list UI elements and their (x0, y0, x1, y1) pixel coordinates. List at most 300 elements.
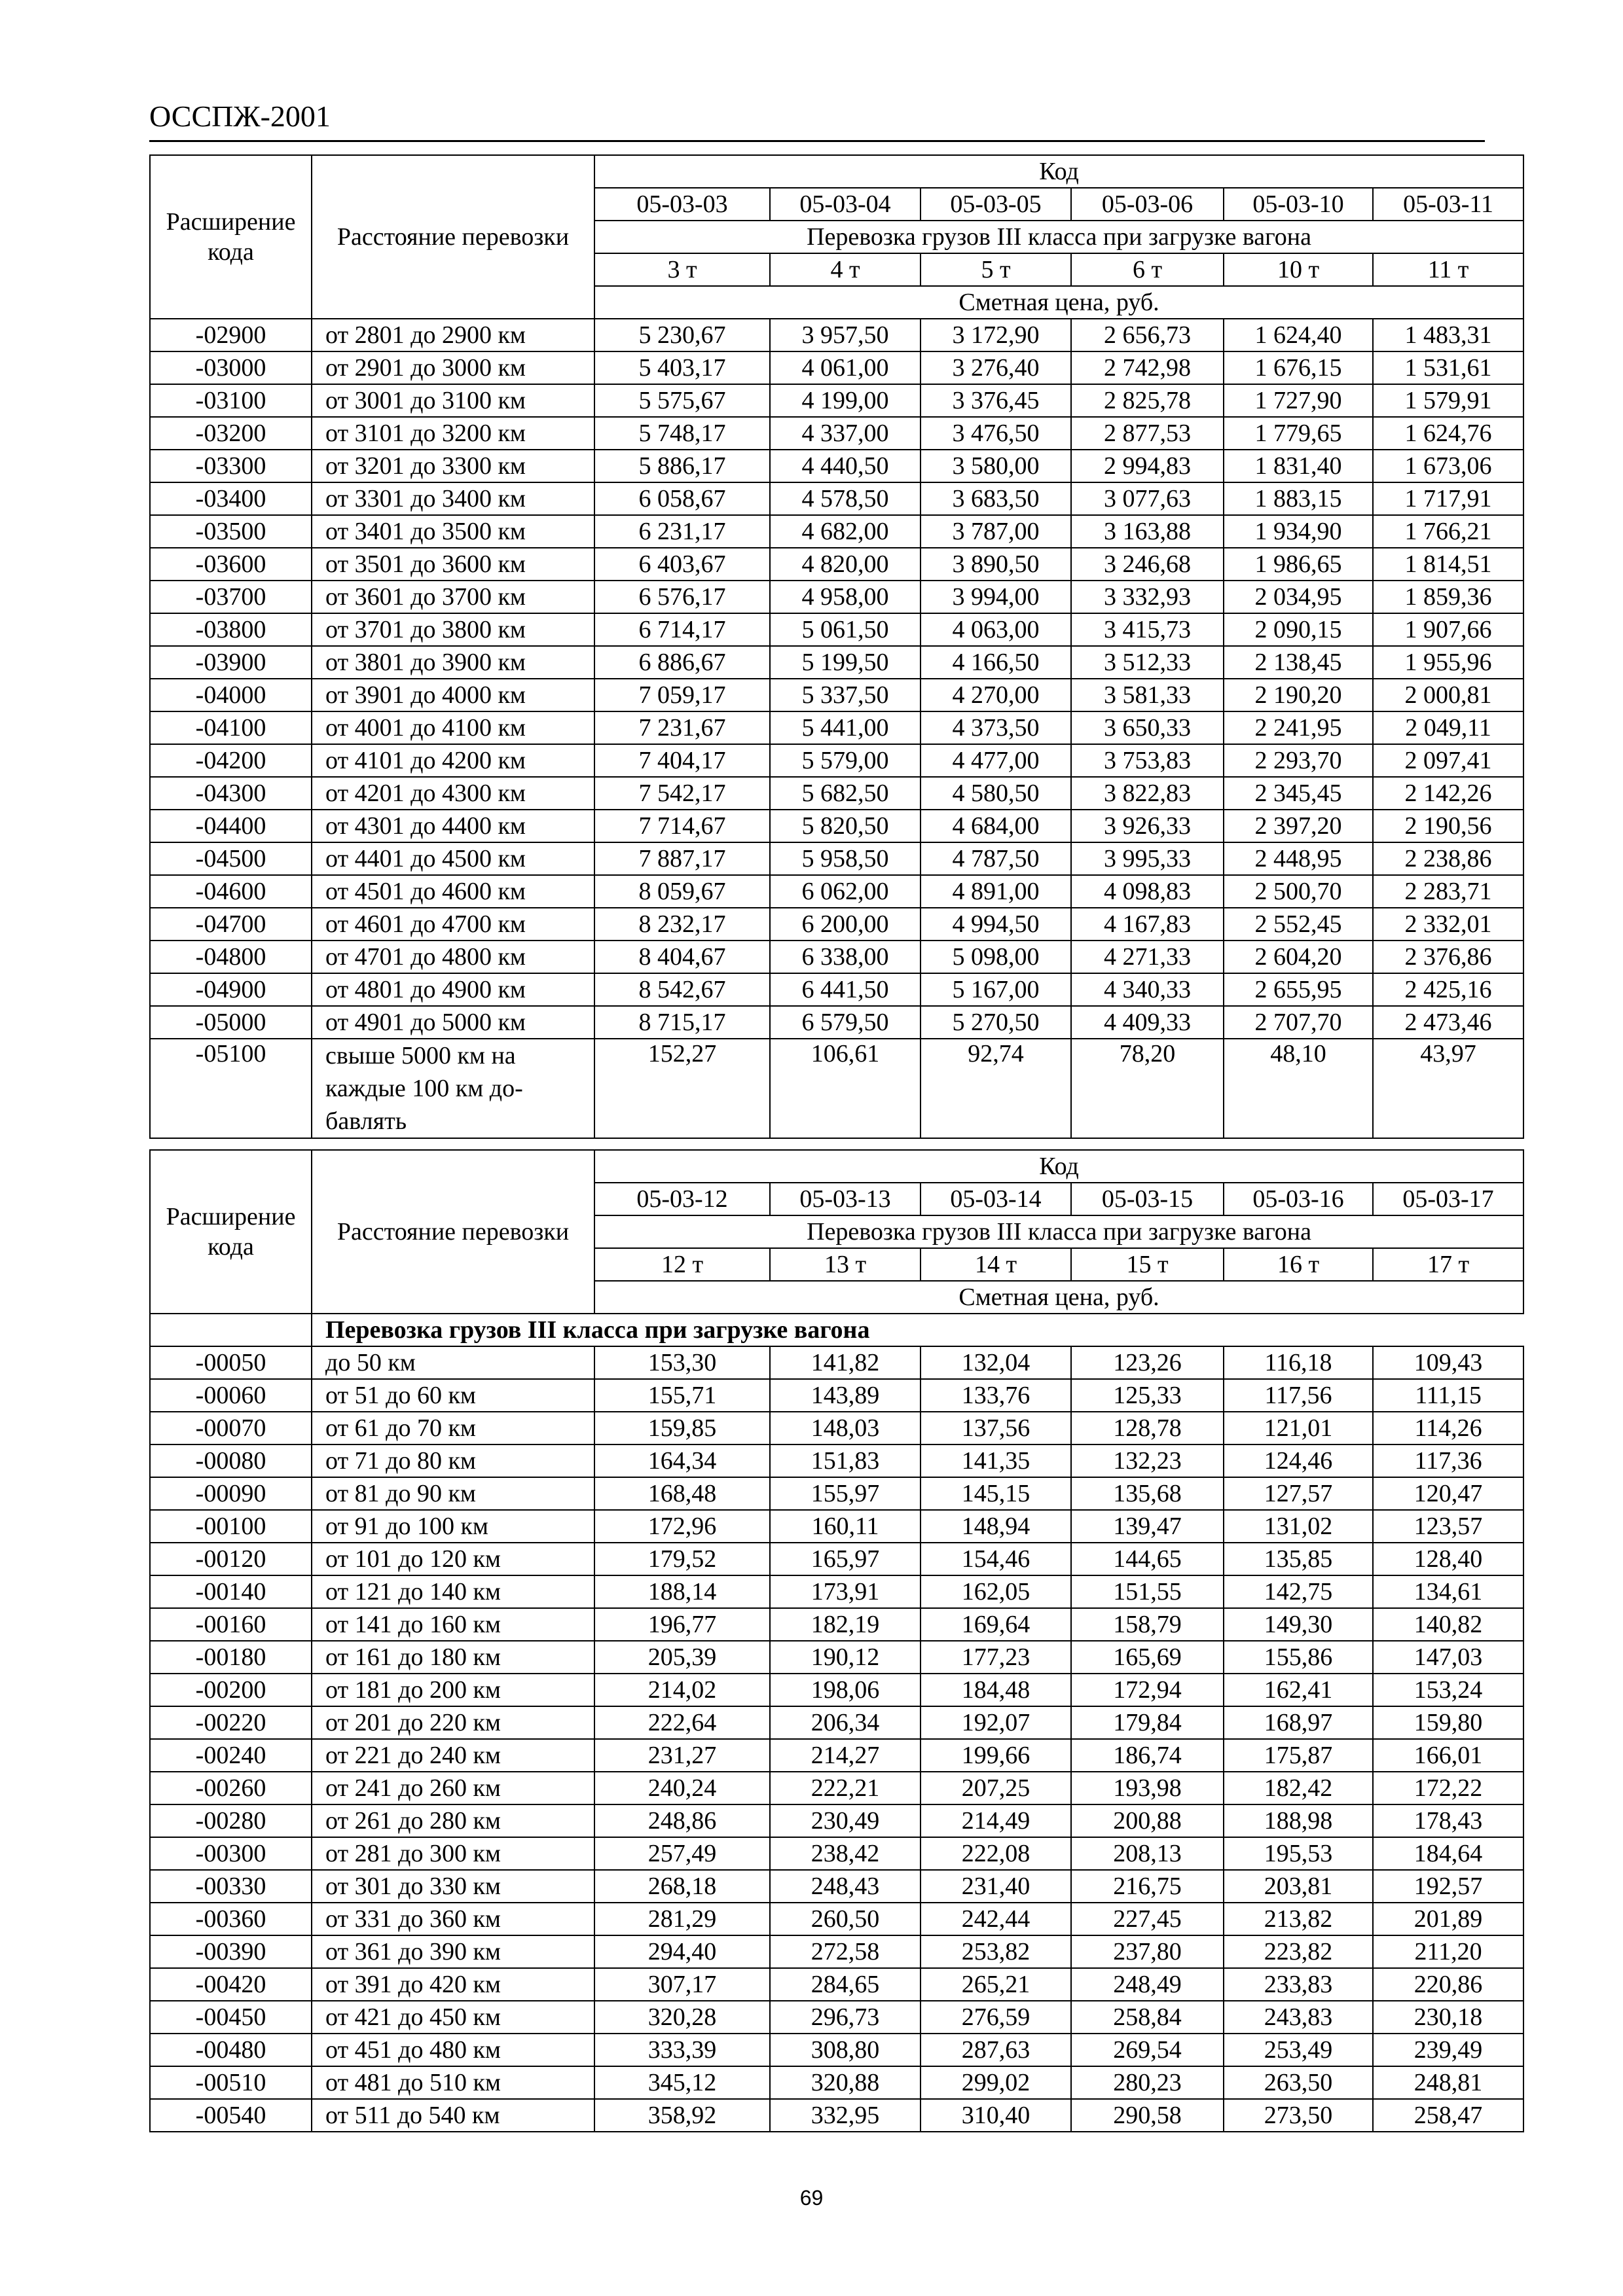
row-value-cell: 144,65 (1071, 1543, 1224, 1575)
row-value-cell: 205,39 (594, 1641, 770, 1674)
row-value-cell: 8 715,17 (594, 1006, 770, 1039)
row-code-cell: -00480 (150, 2034, 312, 2066)
row-code-cell: -00090 (150, 1477, 312, 1510)
row-value-cell: 1 624,76 (1373, 417, 1523, 450)
row-distance-cell: от 3201 до 3300 км (312, 450, 594, 482)
row-value-cell: 203,81 (1224, 1870, 1373, 1903)
row-value-cell: 8 404,67 (594, 941, 770, 973)
row-value-cell: 320,28 (594, 2001, 770, 2034)
distance-header: Расстояние перевозки (312, 155, 594, 319)
row-value-cell: 4 787,50 (921, 842, 1071, 875)
row-value-cell: 123,26 (1071, 1346, 1224, 1379)
table-row (150, 1804, 1523, 1837)
code-cell: 05-03-12 (594, 1183, 770, 1215)
row-value-cell: 4 409,33 (1071, 1006, 1224, 1039)
row-distance-cell: от 281 до 300 км (312, 1837, 594, 1870)
load-cell: 16 т (1224, 1248, 1373, 1281)
row-distance-cell: от 261 до 280 км (312, 1804, 594, 1837)
row-value-cell: 155,97 (770, 1477, 921, 1510)
table-row (150, 941, 1523, 973)
table-row (150, 1444, 1523, 1477)
row-value-cell: 248,49 (1071, 1968, 1224, 2001)
price-header: Сметная цена, руб. (594, 1281, 1523, 1314)
row-value-cell: 111,15 (1373, 1379, 1523, 1412)
row-distance-cell: от 3601 до 3700 км (312, 581, 594, 613)
row-distance-cell: от 3701 до 3800 км (312, 613, 594, 646)
load-cell: 12 т (594, 1248, 770, 1281)
row-value-cell: 211,20 (1373, 1935, 1523, 1968)
row-code-cell: -00160 (150, 1608, 312, 1641)
row-value-cell: 296,73 (770, 2001, 921, 2034)
row-value-cell: 3 077,63 (1071, 482, 1224, 515)
row-value-cell: 140,82 (1373, 1608, 1523, 1641)
row-value-cell: 127,57 (1224, 1477, 1373, 1510)
row-value-cell: 1 831,40 (1224, 450, 1373, 482)
row-value-cell: 207,25 (921, 1772, 1071, 1804)
row-value-cell: 2 473,46 (1373, 1006, 1523, 1039)
row-value-cell: 332,95 (770, 2099, 921, 2132)
document-title: ОССПЖ-2001 (149, 99, 331, 133)
row-value-cell: 182,42 (1224, 1772, 1373, 1804)
row-value-cell: 3 650,33 (1071, 711, 1224, 744)
row-code-cell: -04500 (150, 842, 312, 875)
table-row (150, 1575, 1523, 1608)
row-value-cell: 142,75 (1224, 1575, 1373, 1608)
row-value-cell: 4 373,50 (921, 711, 1071, 744)
section-title: Перевозка грузов III класса при загрузке вагона (312, 1314, 1523, 1346)
row-value-cell: 2 994,83 (1071, 450, 1224, 482)
row-distance-cell: от 481 до 510 км (312, 2066, 594, 2099)
row-value-cell: 230,49 (770, 1804, 921, 1837)
row-value-cell: 162,05 (921, 1575, 1071, 1608)
load-cell: 13 т (770, 1248, 921, 1281)
row-value-cell: 135,68 (1071, 1477, 1224, 1510)
row-value-cell: 2 097,41 (1373, 744, 1523, 777)
table-row (150, 1968, 1523, 2001)
row-distance-cell: от 51 до 60 км (312, 1379, 594, 1412)
row-distance-cell: от 121 до 140 км (312, 1575, 594, 1608)
row-value-cell: 231,40 (921, 1870, 1071, 1903)
row-distance-cell: от 3501 до 3600 км (312, 548, 594, 581)
row-distance-cell: от 451 до 480 км (312, 2034, 594, 2066)
table-row (150, 548, 1523, 581)
row-value-cell: 117,36 (1373, 1444, 1523, 1477)
row-value-cell: 184,48 (921, 1674, 1071, 1706)
row-value-cell: 196,77 (594, 1608, 770, 1641)
code-cell: 05-03-17 (1373, 1183, 1523, 1215)
row-distance-cell: от 141 до 160 км (312, 1608, 594, 1641)
row-value-cell: 109,43 (1373, 1346, 1523, 1379)
row-code-cell: -04800 (150, 941, 312, 973)
row-value-cell: 265,21 (921, 1968, 1071, 2001)
row-distance-cell: от 221 до 240 км (312, 1739, 594, 1772)
row-distance-cell: от 4901 до 5000 км (312, 1006, 594, 1039)
row-value-cell: 1 676,15 (1224, 351, 1373, 384)
row-value-cell: 2 293,70 (1224, 744, 1373, 777)
row-value-cell: 158,79 (1071, 1608, 1224, 1641)
ext-code-header: Расширение кода (150, 155, 312, 319)
row-value-cell: 7 542,17 (594, 777, 770, 810)
row-code-cell: -00120 (150, 1543, 312, 1575)
row-value-cell: 4 580,50 (921, 777, 1071, 810)
row-value-cell: 178,43 (1373, 1804, 1523, 1837)
row-value-cell: 220,86 (1373, 1968, 1523, 2001)
row-value-cell: 3 581,33 (1071, 679, 1224, 711)
row-value-cell: 2 425,16 (1373, 973, 1523, 1006)
row-value-cell: 7 059,17 (594, 679, 770, 711)
row-code-cell: -03100 (150, 384, 312, 417)
row-value-cell: 260,50 (770, 1903, 921, 1935)
row-value-cell: 294,40 (594, 1935, 770, 1968)
row-value-cell: 159,80 (1373, 1706, 1523, 1739)
row-value-cell: 269,54 (1071, 2034, 1224, 2066)
row-value-cell: 132,23 (1071, 1444, 1224, 1477)
row-value-cell: 5 403,17 (594, 351, 770, 384)
row-value-cell: 239,49 (1373, 2034, 1523, 2066)
row-value-cell: 192,57 (1373, 1870, 1523, 1903)
table-row (150, 1543, 1523, 1575)
row-value-cell: 2 656,73 (1071, 319, 1224, 351)
row-value-cell: 125,33 (1071, 1379, 1224, 1412)
row-value-cell: 2 332,01 (1373, 908, 1523, 941)
row-value-cell: 2 090,15 (1224, 613, 1373, 646)
row-value-cell: 4 820,00 (770, 548, 921, 581)
row-value-cell: 159,85 (594, 1412, 770, 1444)
row-distance-cell: от 391 до 420 км (312, 1968, 594, 2001)
row-value-cell: 2 345,45 (1224, 777, 1373, 810)
row-value-cell: 149,30 (1224, 1608, 1373, 1641)
row-value-cell: 155,71 (594, 1379, 770, 1412)
ext-code-header: Расширение кода (150, 1150, 312, 1314)
row-value-cell: 1 673,06 (1373, 450, 1523, 482)
row-value-cell: 152,27 (594, 1039, 770, 1138)
table-row (150, 1412, 1523, 1444)
row-value-cell: 4 578,50 (770, 482, 921, 515)
row-value-cell: 165,69 (1071, 1641, 1224, 1674)
code-cell: 05-03-15 (1071, 1183, 1224, 1215)
row-distance-cell: от 2801 до 2900 км (312, 319, 594, 351)
code-header: Код (594, 155, 1523, 188)
row-value-cell: 192,07 (921, 1706, 1071, 1739)
row-value-cell: 3 926,33 (1071, 810, 1224, 842)
table-row (150, 1477, 1523, 1510)
row-value-cell: 2 283,71 (1373, 875, 1523, 908)
row-value-cell: 2 241,95 (1224, 711, 1373, 744)
row-value-cell: 242,44 (921, 1903, 1071, 1935)
row-distance-cell: от 4401 до 4500 км (312, 842, 594, 875)
row-value-cell: 193,98 (1071, 1772, 1224, 1804)
row-value-cell: 148,94 (921, 1510, 1071, 1543)
row-value-cell: 177,23 (921, 1641, 1071, 1674)
table-row (150, 1674, 1523, 1706)
row-value-cell: 5 230,67 (594, 319, 770, 351)
row-distance-cell: от 241 до 260 км (312, 1772, 594, 1804)
row-value-cell: 151,55 (1071, 1575, 1224, 1608)
row-distance-cell: от 301 до 330 км (312, 1870, 594, 1903)
row-value-cell: 333,39 (594, 2034, 770, 2066)
load-cell: 11 т (1373, 253, 1523, 286)
row-value-cell: 248,43 (770, 1870, 921, 1903)
row-value-cell: 280,23 (1071, 2066, 1224, 2099)
row-code-cell: -03000 (150, 351, 312, 384)
row-code-cell: -00220 (150, 1706, 312, 1739)
row-value-cell: 2 825,78 (1071, 384, 1224, 417)
table-row (150, 2001, 1523, 2034)
row-code-cell: -04900 (150, 973, 312, 1006)
row-value-cell: 5 748,17 (594, 417, 770, 450)
page-number: 69 (799, 2186, 824, 2210)
row-code-cell: -00300 (150, 1837, 312, 1870)
row-value-cell: 3 332,93 (1071, 581, 1224, 613)
row-value-cell: 3 512,33 (1071, 646, 1224, 679)
table-row (150, 351, 1523, 384)
table-row (150, 744, 1523, 777)
row-distance-cell: от 3401 до 3500 км (312, 515, 594, 548)
row-value-cell: 2 655,95 (1224, 973, 1373, 1006)
row-value-cell: 154,46 (921, 1543, 1071, 1575)
row-value-cell: 153,30 (594, 1346, 770, 1379)
row-value-cell: 222,08 (921, 1837, 1071, 1870)
row-value-cell: 201,89 (1373, 1903, 1523, 1935)
row-distance-cell: от 101 до 120 км (312, 1543, 594, 1575)
row-distance-cell: от 161 до 180 км (312, 1641, 594, 1674)
table-row (150, 1510, 1523, 1543)
load-cell: 15 т (1071, 1248, 1224, 1281)
row-code-cell: -04000 (150, 679, 312, 711)
code-cell: 05-03-14 (921, 1183, 1071, 1215)
row-value-cell: 155,86 (1224, 1641, 1373, 1674)
row-code-cell: -00100 (150, 1510, 312, 1543)
row-value-cell: 5 270,50 (921, 1006, 1071, 1039)
row-value-cell: 6 062,00 (770, 875, 921, 908)
row-value-cell: 2 000,81 (1373, 679, 1523, 711)
table-row (150, 515, 1523, 548)
row-distance-cell: от 421 до 450 км (312, 2001, 594, 2034)
row-value-cell: 1 727,90 (1224, 384, 1373, 417)
row-value-cell: 6 403,67 (594, 548, 770, 581)
row-value-cell: 172,96 (594, 1510, 770, 1543)
row-code-cell: -04600 (150, 875, 312, 908)
row-value-cell: 8 059,67 (594, 875, 770, 908)
row-value-cell: 190,12 (770, 1641, 921, 1674)
row-value-cell: 4 061,00 (770, 351, 921, 384)
row-value-cell: 273,50 (1224, 2099, 1373, 2132)
row-value-cell: 3 415,73 (1071, 613, 1224, 646)
row-value-cell: 268,18 (594, 1870, 770, 1903)
load-cell: 4 т (770, 253, 921, 286)
row-distance-cell: от 4201 до 4300 км (312, 777, 594, 810)
row-code-cell: -00540 (150, 2099, 312, 2132)
row-value-cell: 213,82 (1224, 1903, 1373, 1935)
table-row (150, 842, 1523, 875)
row-value-cell: 4 199,00 (770, 384, 921, 417)
row-value-cell: 258,84 (1071, 2001, 1224, 2034)
row-code-cell: -00450 (150, 2001, 312, 2034)
row-distance-cell: от 3901 до 4000 км (312, 679, 594, 711)
row-value-cell: 6 338,00 (770, 941, 921, 973)
table-row (150, 613, 1523, 646)
row-value-cell: 133,76 (921, 1379, 1071, 1412)
row-value-cell: 3 476,50 (921, 417, 1071, 450)
row-code-cell: -03700 (150, 581, 312, 613)
row-value-cell: 253,49 (1224, 2034, 1373, 2066)
row-value-cell: 4 270,00 (921, 679, 1071, 711)
row-value-cell: 358,92 (594, 2099, 770, 2132)
row-value-cell: 3 246,68 (1071, 548, 1224, 581)
row-value-cell: 5 167,00 (921, 973, 1071, 1006)
row-value-cell: 230,18 (1373, 2001, 1523, 2034)
row-value-cell: 6 441,50 (770, 973, 921, 1006)
row-value-cell: 182,19 (770, 1608, 921, 1641)
row-value-cell: 160,11 (770, 1510, 921, 1543)
row-value-cell: 3 890,50 (921, 548, 1071, 581)
row-value-cell: 2 190,56 (1373, 810, 1523, 842)
load-cell: 14 т (921, 1248, 1071, 1281)
row-value-cell: 165,97 (770, 1543, 921, 1575)
row-value-cell: 114,26 (1373, 1412, 1523, 1444)
row-value-cell: 238,42 (770, 1837, 921, 1870)
row-code-cell: -00080 (150, 1444, 312, 1477)
row-distance-cell: от 61 до 70 км (312, 1412, 594, 1444)
row-value-cell: 132,04 (921, 1346, 1071, 1379)
row-value-cell: 1 579,91 (1373, 384, 1523, 417)
row-value-cell: 4 337,00 (770, 417, 921, 450)
row-value-cell: 5 337,50 (770, 679, 921, 711)
row-distance-cell: от 4601 до 4700 км (312, 908, 594, 941)
table-row (150, 1772, 1523, 1804)
row-value-cell: 134,61 (1373, 1575, 1523, 1608)
row-value-cell: 2 142,26 (1373, 777, 1523, 810)
row-distance-cell: от 511 до 540 км (312, 2099, 594, 2132)
row-code-cell: -00420 (150, 1968, 312, 2001)
row-code-cell: -00330 (150, 1870, 312, 1903)
row-code-cell: -03200 (150, 417, 312, 450)
table-row (150, 1379, 1523, 1412)
row-distance-cell: от 4501 до 4600 км (312, 875, 594, 908)
row-value-cell: 1 934,90 (1224, 515, 1373, 548)
row-value-cell: 308,80 (770, 2034, 921, 2066)
row-value-cell: 257,49 (594, 1837, 770, 1870)
row-value-cell: 8 232,17 (594, 908, 770, 941)
row-value-cell: 5 441,00 (770, 711, 921, 744)
row-value-cell: 214,27 (770, 1739, 921, 1772)
row-value-cell: 141,82 (770, 1346, 921, 1379)
code-cell: 05-03-03 (594, 188, 770, 221)
row-value-cell: 5 886,17 (594, 450, 770, 482)
row-value-cell: 6 200,00 (770, 908, 921, 941)
row-value-cell: 169,64 (921, 1608, 1071, 1641)
row-value-cell: 2 376,86 (1373, 941, 1523, 973)
row-distance-cell: от 4801 до 4900 км (312, 973, 594, 1006)
row-code-cell: -00280 (150, 1804, 312, 1837)
row-value-cell: 4 271,33 (1071, 941, 1224, 973)
row-value-cell: 1 955,96 (1373, 646, 1523, 679)
row-code-cell: -03800 (150, 613, 312, 646)
row-value-cell: 199,66 (921, 1739, 1071, 1772)
row-value-cell: 4 994,50 (921, 908, 1071, 941)
row-value-cell: 116,18 (1224, 1346, 1373, 1379)
table-row (150, 711, 1523, 744)
row-value-cell: 5 199,50 (770, 646, 921, 679)
row-value-cell: 223,82 (1224, 1935, 1373, 1968)
row-value-cell: 272,58 (770, 1935, 921, 1968)
row-value-cell: 248,86 (594, 1804, 770, 1837)
table-body (150, 1314, 1523, 2132)
row-value-cell: 8 542,67 (594, 973, 770, 1006)
code-cell: 05-03-16 (1224, 1183, 1373, 1215)
table-row (150, 1608, 1523, 1641)
row-value-cell: 1 531,61 (1373, 351, 1523, 384)
row-value-cell: 4 477,00 (921, 744, 1071, 777)
row-value-cell: 2 238,86 (1373, 842, 1523, 875)
row-distance-cell (312, 1039, 594, 1138)
row-value-cell: 179,52 (594, 1543, 770, 1575)
row-value-cell: 78,20 (1071, 1039, 1224, 1138)
row-value-cell: 1 814,51 (1373, 548, 1523, 581)
row-value-cell: 4 958,00 (770, 581, 921, 613)
load-cell: 17 т (1373, 1248, 1523, 1281)
row-code-cell: -03500 (150, 515, 312, 548)
row-value-cell: 4 098,83 (1071, 875, 1224, 908)
section-row (150, 1314, 1523, 1346)
row-value-cell: 92,74 (921, 1039, 1071, 1138)
row-distance-cell: от 4701 до 4800 км (312, 941, 594, 973)
row-code-cell: -05100 (150, 1039, 312, 1138)
transport-header: Перевозка грузов III класса при загрузке вагона (594, 1215, 1523, 1248)
row-value-cell: 5 579,00 (770, 744, 921, 777)
row-value-cell: 4 166,50 (921, 646, 1071, 679)
row-value-cell: 3 822,83 (1071, 777, 1224, 810)
row-value-cell: 120,47 (1373, 1477, 1523, 1510)
row-value-cell: 233,83 (1224, 1968, 1373, 2001)
table-row (150, 1739, 1523, 1772)
row-value-cell: 248,81 (1373, 2066, 1523, 2099)
row-value-cell: 4 440,50 (770, 450, 921, 482)
row-code-cell: -00070 (150, 1412, 312, 1444)
table-row (150, 679, 1523, 711)
row-value-cell: 5 958,50 (770, 842, 921, 875)
row-value-cell: 143,89 (770, 1379, 921, 1412)
row-value-cell: 7 231,67 (594, 711, 770, 744)
row-value-cell: 131,02 (1224, 1510, 1373, 1543)
code-cell: 05-03-05 (921, 188, 1071, 221)
row-value-cell: 162,41 (1224, 1674, 1373, 1706)
row-value-cell: 299,02 (921, 2066, 1071, 2099)
row-code-cell: -00200 (150, 1674, 312, 1706)
table-row (150, 482, 1523, 515)
row-distance-cell: от 3101 до 3200 км (312, 417, 594, 450)
distance-line: свыше 5000 км на (325, 1042, 516, 1069)
distance-line: бавлять (325, 1107, 407, 1135)
row-value-cell: 4 682,00 (770, 515, 921, 548)
row-value-cell: 148,03 (770, 1412, 921, 1444)
row-value-cell: 2 397,20 (1224, 810, 1373, 842)
table-row (150, 646, 1523, 679)
row-value-cell: 214,49 (921, 1804, 1071, 1837)
row-value-cell: 188,14 (594, 1575, 770, 1608)
row-distance-cell: от 331 до 360 км (312, 1903, 594, 1935)
row-value-cell: 168,97 (1224, 1706, 1373, 1739)
row-value-cell: 1 883,15 (1224, 482, 1373, 515)
transport-header: Перевозка грузов III класса при загрузке вагона (594, 221, 1523, 253)
table-row (150, 875, 1523, 908)
row-distance-cell: от 71 до 80 км (312, 1444, 594, 1477)
row-value-cell: 281,29 (594, 1903, 770, 1935)
row-value-cell: 123,57 (1373, 1510, 1523, 1543)
row-distance-cell: от 91 до 100 км (312, 1510, 594, 1543)
row-value-cell: 195,53 (1224, 1837, 1373, 1870)
row-code-cell: -00060 (150, 1379, 312, 1412)
